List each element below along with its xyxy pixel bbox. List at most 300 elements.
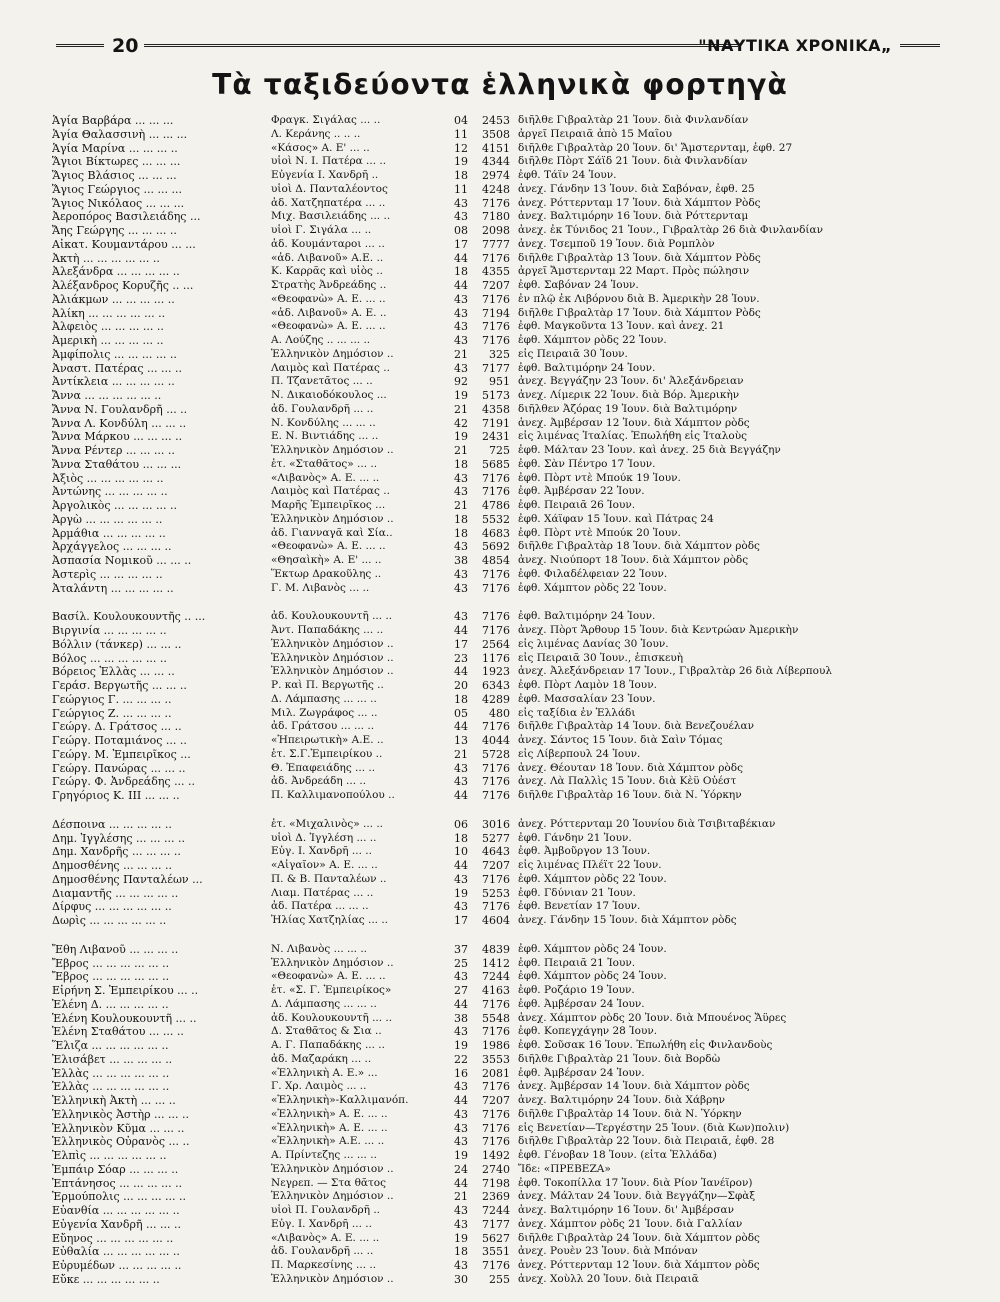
ship-name: Ἅγιος Νικόλαος ... ... ... [52, 196, 185, 210]
ship-tonnage: 7176 [482, 292, 510, 306]
ship-built-year: 18 [454, 692, 468, 706]
ship-built-year: 43 [454, 761, 468, 775]
ship-row [52, 693, 952, 707]
ship-name: Ἀσπασία Νομικοῦ ... ... .. [52, 554, 192, 567]
ship-built-year: 44 [454, 1176, 468, 1190]
ship-owner: υἱοὶ Δ. Πανταλέοντος [271, 182, 388, 195]
ship-status: διῆλθε Γιβραλτὰρ 24 Ἰουν. διὰ Χάμπτον ρὸδς [518, 1231, 760, 1244]
ship-name: Γεώργ. Ποταμιάνος ... .. [52, 734, 187, 747]
ship-status: διῆλθε Γιβραλτὰρ 17 Ἰουν. διὰ Χάμπτον Ρὸδς [518, 306, 761, 319]
ship-tonnage: 7207 [482, 279, 510, 292]
ship-built-year: 20 [454, 679, 468, 692]
ship-owner: Ε. Ν. Βιντιάδης ... .. [271, 430, 379, 443]
ship-built-year: 17 [454, 637, 468, 651]
ship-owner: Ν. Δικαιοδόκουλος ... [271, 389, 387, 401]
ship-tonnage: 4044 [482, 734, 510, 747]
ship-built-year: 43 [454, 567, 468, 581]
ship-name: Ἀντώνης ... ... ... ... .. [52, 485, 168, 499]
ship-row [52, 900, 952, 914]
ship-tonnage: 5548 [482, 1011, 510, 1025]
ship-name: Βόλος ... ... ... ... ... .. [52, 651, 167, 665]
ship-status: ἐφθ. Χάμπτον ρὸδς 22 Ἰουν. [518, 872, 667, 885]
ship-tonnage: 7207 [482, 1094, 510, 1107]
ship-owner: ἀδ. Κουλουκουντῆ ... .. [271, 1011, 393, 1024]
ship-tonnage: 4358 [482, 402, 510, 416]
ship-tonnage: 7176 [482, 789, 510, 802]
ship-status: ἐφθ. Χάμπτον ρὸδς 24 Ἰουν. [518, 942, 667, 955]
ship-row [52, 748, 952, 762]
ship-tonnage: 7180 [482, 210, 510, 224]
ship-name: Εὐγενία Χανδρῆ ... ... .. [52, 1217, 182, 1231]
ship-row [52, 665, 952, 679]
ship-row [52, 1190, 952, 1204]
ship-built-year: 19 [454, 430, 468, 444]
ship-owner: Νεγρεπ. — Στα θᾶτος [271, 1176, 387, 1189]
ship-built-year: 11 [454, 127, 468, 141]
ship-name: Ἀλφειὸς ... ... ... ... .. [52, 320, 164, 334]
ship-owner: «Ἑλληνικὴ» Α. Ε. ... .. [271, 1107, 388, 1120]
ship-owner: «Ἑλληνικὴ» Α.Ε. ... .. [271, 1135, 385, 1148]
ship-tonnage: 7176 [482, 320, 510, 334]
ship-owner: Εὐγ. Ι. Χανδρῆ ... .. [271, 845, 372, 858]
ship-name: Ἐλισάβετ ... ... ... ... .. [52, 1052, 173, 1066]
ship-owner: Π. & Β. Πανταλέων .. [271, 872, 387, 885]
ship-tonnage: 4683 [482, 526, 510, 540]
ship-name: Ἕλιζα ... ... ... ... ... .. [52, 1039, 169, 1052]
ship-built-year: 25 [454, 956, 468, 970]
ship-status: εἰς λιμένας Δανίας 30 Ἰουν. [518, 637, 669, 650]
ship-owner: Δ. Λάμπασης ... ... .. [271, 692, 377, 705]
ship-owner: ἀδ. Κουλουκουντῆ ... .. [271, 610, 393, 623]
ship-owner: «Αἰγαῖον» Α. Ε. ... .. [271, 859, 378, 871]
ship-tonnage: 2431 [482, 430, 510, 444]
ship-status: ἀνεχ. Μάλταν 24 Ἰουν. διὰ Βεγγάζην—Σφὰξ [518, 1190, 756, 1203]
ship-owner: υἱοὶ Γ. Σιγάλα ... .. [271, 224, 372, 236]
ship-built-year: 43 [454, 581, 468, 595]
ship-status: ἀργεῖ Ἄμστερνταμ 22 Μαρτ. Πρὸς πώλησιν [518, 265, 750, 278]
ship-owner: Ἑλληνικὸν Δημόσιον .. [271, 444, 394, 456]
ship-tonnage: 3016 [482, 817, 510, 831]
ship-row [52, 1122, 952, 1136]
ship-name: Γεώργ. Δ. Γράτσος ... .. [52, 720, 182, 734]
ship-name: Γεράσ. Βεργωτῆς ... ... .. [52, 679, 187, 692]
ship-built-year: 43 [454, 210, 468, 224]
ship-built-year: 44 [454, 665, 468, 679]
ship-owner: Εὐγ. Ι. Χανδρῆ ... .. [271, 1217, 372, 1230]
ship-built-year: 16 [454, 1066, 468, 1080]
ship-name: Ἀταλάντη ... ... ... ... .. [52, 581, 174, 595]
ship-name: Ἀργὼ ... ... ... ... ... .. [52, 512, 163, 526]
ship-status: ἐφθ. Σαβόναν 24 Ἰουν. [518, 279, 639, 291]
ship-tonnage: 1492 [482, 1149, 510, 1162]
ship-status: εἰς Βενετίαν—Τεργέστην 25 Ἰουν. (διὰ Κων)πολιν) [518, 1121, 790, 1134]
ship-name: Ἑλένη Σταθάτου ... ... .. [52, 1025, 184, 1039]
ship-status: εἰς Πειραιᾶ 30 Ἰουν., ἐπισκευὴ [518, 651, 684, 664]
ship-status: ἐφθ. Πὸρτ ντὲ Μπούκ 19 Ἰουν. [518, 471, 681, 484]
ship-built-year: 44 [454, 279, 468, 292]
ship-built-year: 44 [454, 859, 468, 872]
ship-status: ἀνεχ. Σάντος 15 Ἰουν. διὰ Σαὶν Τόμας [518, 734, 723, 746]
ship-built-year: 43 [454, 292, 468, 306]
ship-tonnage: 7176 [482, 471, 510, 485]
ship-built-year: 23 [454, 651, 468, 665]
ship-tonnage: 7176 [482, 997, 510, 1011]
ship-row [52, 1012, 952, 1026]
ship-row [52, 775, 952, 789]
ship-name: Ἅγιος Γεώργιος ... ... ... [52, 182, 182, 196]
ship-status: ἀνεχ. Βεγγάζην 23 Ἰουν. δι' Ἀλεξάνδρειαν [518, 375, 744, 388]
ship-status: ἐφθ. Ροζάριο 19 Ἰουν. [518, 984, 635, 996]
ship-owner: Θ. Ἐπαφειάδης ... .. [271, 761, 376, 774]
ship-tonnage: 7176 [482, 1107, 510, 1121]
ship-row [52, 197, 952, 211]
ship-row [52, 128, 952, 142]
ship-tonnage: 2564 [482, 637, 510, 651]
ship-group [52, 818, 952, 928]
ship-built-year: 19 [454, 1231, 468, 1245]
ship-tonnage: 5692 [482, 540, 510, 554]
ship-owner: υἱοὶ Ν. Ι. Πατέρα ... .. [271, 155, 387, 168]
ship-name: Ἑλληνικὸς Ἀστὴρ ... ... .. [52, 1107, 190, 1121]
ship-tonnage: 4289 [482, 692, 510, 706]
ship-status: ἐφθ. Χάϊφαν 15 Ἰουν. καὶ Πάτρας 24 [518, 512, 714, 525]
ship-owner: Εὐγενία Ι. Χανδρῆ .. [271, 169, 379, 181]
ship-tonnage: 1986 [482, 1039, 510, 1052]
ship-row [52, 362, 952, 376]
ship-built-year: 19 [454, 389, 468, 402]
ship-built-year: 44 [454, 624, 468, 637]
ship-owner: ἀδ. Μαζαράκη ... .. [271, 1052, 372, 1065]
ship-row [52, 582, 952, 596]
ship-status: ἐφθ. Πὸρτ ντὲ Μπούκ 20 Ἰουν. [518, 526, 681, 539]
ship-owner: Ἕκτωρ Δρακοῦλης .. [271, 567, 382, 580]
ship-built-year: 18 [454, 1245, 468, 1259]
ship-tonnage: 7176 [482, 1121, 510, 1135]
ship-owner: «Θεοφανὼ» Α. Ε. ... .. [271, 970, 386, 983]
ship-tonnage: 2081 [482, 1066, 510, 1080]
ship-status: ἐφθ. Γένοβαν 18 Ἰουν. (εἶτα Ἑλλάδα) [518, 1149, 717, 1161]
ship-built-year: 18 [454, 526, 468, 540]
ship-row [52, 320, 952, 334]
ship-row [52, 210, 952, 224]
ship-status: ἀνεχ. Ἀμβέρσαν 12 Ἰουν. διὰ Χάμπτον ρὸδς [518, 416, 750, 429]
ship-tonnage: 7207 [482, 859, 510, 872]
ship-built-year: 05 [454, 706, 468, 720]
ship-built-year: 43 [454, 540, 468, 554]
ship-row [52, 1232, 952, 1246]
ship-built-year: 13 [454, 734, 468, 747]
ship-status: ἀνεχ. Νιούπορτ 18 Ἰουν. διὰ Χάμπτον ρὸδς [518, 554, 749, 566]
ship-row [52, 624, 952, 638]
ship-row [52, 224, 952, 238]
ship-owner: Δ. Σταθᾶτος & Σια .. [271, 1025, 382, 1038]
ship-status: ἐφθ. Σὰν Πέντρο 17 Ἰουν. [518, 457, 656, 470]
ship-status: διῆλθε Γιβραλτὰρ 21 Ἰουν. διὰ Φινλανδίαν [518, 114, 749, 126]
ship-built-year: 21 [454, 444, 468, 457]
ship-built-year: 43 [454, 1080, 468, 1094]
ship-built-year: 44 [454, 1094, 468, 1107]
ship-group [52, 114, 952, 595]
ship-name: Ἑλένη Κουλουκουντῆ ... .. [52, 1011, 197, 1025]
ship-built-year: 30 [454, 1272, 468, 1286]
ship-owner: Ἑλληνικὸν Δημόσιον .. [271, 1272, 394, 1285]
ship-name: Δίρφυς ... ... ... ... ... .. [52, 900, 172, 914]
ship-tonnage: 7176 [482, 624, 510, 637]
ship-status: ἀνεχ. Ρουὲν 23 Ἰουν. διὰ Μπόναν [518, 1245, 698, 1258]
ship-status: ἐφθ. Ἀμβέρσαν 22 Ἰουν. [518, 485, 645, 498]
ship-owner: Ἑλληνικὸν Δημόσιον .. [271, 956, 394, 969]
ship-status: ἐφθ. Τάϊν 24 Ἰουν. [518, 169, 617, 181]
ship-status: διῆλθε Γιβραλτὰρ 18 Ἰουν. διὰ Χάμπτον ρὸδς [518, 540, 760, 553]
ship-built-year: 18 [454, 512, 468, 526]
ship-owner: Ἑλληνικὸν Δημόσιον .. [271, 347, 394, 360]
ship-owner: «Θεοφανὼ» Α. Ε. ... .. [271, 292, 386, 305]
ship-name: Γεώργ. Φ. Ἀνδρεάδης ... .. [52, 775, 196, 789]
ship-status: διῆλθε Γιβραλτὰρ 13 Ἰουν. διὰ Χάμπτον Ρὸδς [518, 251, 761, 264]
ship-tonnage: 1923 [482, 665, 510, 679]
ship-built-year: 43 [454, 1107, 468, 1121]
ship-status: ἀνεχ. Βαλτιμόρην 16 Ἰουν. δι' Ἀμβέρσαν [518, 1204, 734, 1216]
ship-name: Δημοσθένης Πανταλέων ... [52, 872, 203, 886]
ship-status: ἐφθ. Χάμπτον ρὸδς 22 Ἰουν. [518, 581, 667, 594]
ship-tonnage: 5685 [482, 457, 510, 471]
ship-status: ἀνεχ. Γάνδην 15 Ἰουν. διὰ Χάμπτον ρὸδς [518, 914, 737, 926]
ship-row [52, 1177, 952, 1191]
ship-tonnage: 5627 [482, 1231, 510, 1245]
ship-status: ἀνεχ. Γάνδην 13 Ἰουν. διὰ Σαβόναν, ἐφθ. 25 [518, 182, 755, 195]
ship-tonnage: 2453 [482, 114, 510, 127]
publication-name: "ΝΑΥΤΙΚΑ ΧΡΟΝΙΚΑ„ [698, 36, 892, 55]
ship-row [52, 252, 952, 266]
ship-row [52, 142, 952, 156]
ship-built-year: 18 [454, 831, 468, 845]
ship-owner: «Ἑλληνικὴ Α. Ε.» ... [271, 1066, 378, 1079]
ship-owner: ἀδ. Κουμάνταροι ... .. [271, 237, 385, 250]
ship-status: διῆλθε Γιβραλτὰρ 16 Ἰουν. διὰ Ν. Ὑόρκην [518, 789, 742, 801]
ship-built-year: 19 [454, 886, 468, 900]
ship-status: ἀνεχ. Χάμπτον ρὸδς 20 Ἰουν. διὰ Μπουένος Ἄϋρες [518, 1011, 787, 1024]
ship-tonnage: 2974 [482, 169, 510, 182]
ship-tonnage: 5173 [482, 389, 510, 402]
ship-status: ἐφθ. Βαλτιμόρην 24 Ἰουν. [518, 610, 656, 623]
ship-row [52, 845, 952, 859]
ship-row [52, 638, 952, 652]
ship-row [52, 1245, 952, 1259]
ship-name: Ἄης Γεώργης ... ... ... .. [52, 224, 177, 237]
ship-name: Εὐρυμέδων ... ... ... ... .. [52, 1259, 182, 1272]
ship-owner: «Ἠπειρωτικὴ» Α.Ε. .. [271, 734, 384, 746]
ship-tonnage: 4839 [482, 942, 510, 956]
ship-tonnage: 725 [489, 444, 510, 457]
ship-owner: «ἀδ. Λιβανοῦ» Α. Ε. .. [271, 306, 387, 319]
header-rule-left [56, 44, 104, 47]
ship-row [52, 169, 952, 183]
ship-name: Ἀρμάθια ... ... ... ... .. [52, 526, 166, 540]
ship-name: Ἀρχάγγελος ... ... ... .. [52, 540, 172, 554]
ship-tonnage: 4163 [482, 984, 510, 997]
ship-name: Ἀλεξάνδρα ... ... ... ... .. [52, 265, 180, 279]
ship-status: διῆλθε Γιβραλτὰρ 14 Ἰουν. διὰ Ν. Ὑόρκην [518, 1107, 742, 1120]
ship-tonnage: 7176 [482, 485, 510, 499]
ship-name: Γεώργ. Πανώρας ... ... .. [52, 761, 186, 775]
ship-row [52, 943, 952, 957]
ship-owner: Λ. Κεράνης .. .. .. [271, 127, 361, 140]
ship-status: ἐφθ. Βαλτιμόρην 24 Ἰουν. [518, 361, 656, 374]
ship-owner: ἑτ. «Σ. Γ. Ἐμπειρίκος» [271, 984, 392, 996]
ship-built-year: 43 [454, 320, 468, 334]
ship-name: Ἀστερὶς ... ... ... ... .. [52, 567, 163, 581]
ship-row [52, 403, 952, 417]
ship-status: ἐν πλῷ ἐκ Λιβόρνου διὰ Β. Ἀμερικὴν 28 Ἰουν. [518, 292, 760, 305]
ship-owner: ἑτ. Σ.Γ.Ἐμπειρίκου .. [271, 747, 383, 760]
ship-owner: Ρ. καὶ Π. Βεργωτῆς .. [271, 679, 384, 691]
ship-tonnage: 7198 [482, 1176, 510, 1190]
ship-owner: «Ἑλληνικὴ» Α. Ε. ... .. [271, 1121, 388, 1134]
ship-status: ἀνεχ. Ρόττερνταμ 12 Ἰουν. διὰ Χάμπτον ρὸδς [518, 1259, 760, 1271]
ship-name: Διαμαντῆς ... ... ... ... .. [52, 886, 179, 900]
ship-built-year: 43 [454, 1204, 468, 1217]
ship-owner: Ἑλληνικὸν Δημόσιον .. [271, 1190, 394, 1203]
ship-status: εἰς Πειραιᾶ 30 Ἰουν. [518, 347, 628, 360]
ship-name: Ἁγία Βαρβάρα ... ... ... [52, 114, 174, 127]
ship-status: διῆλθε Πὸρτ Σάϊδ 21 Ἰουν. διὰ Φινλανδίαν [518, 155, 748, 168]
ship-name: Βασίλ. Κουλουκουντῆς .. ... [52, 610, 206, 624]
ship-row [52, 499, 952, 513]
ship-name: Γεώργιος Γ. ... ... ... .. [52, 692, 172, 706]
ship-owner: Μιχ. Βασιλειάδης ... .. [271, 210, 391, 223]
ship-tonnage: 5277 [482, 831, 510, 845]
ship-name: Ἀεροπόρος Βασιλειάδης ... [52, 210, 201, 224]
ship-name: Ἑλένη Δ. ... ... ... ... .. [52, 997, 169, 1011]
ship-tonnage: 7176 [482, 567, 510, 581]
ship-built-year: 38 [454, 554, 468, 567]
ship-tonnage: 7176 [482, 581, 510, 595]
ship-row [52, 293, 952, 307]
ship-name: Ἐρμούπολις ... ... ... ... .. [52, 1190, 187, 1204]
ship-built-year: 43 [454, 775, 468, 789]
ship-status: ἀνεχ. Χοὺλλ 20 Ἰουν. διὰ Πειραιᾶ [518, 1272, 699, 1285]
ship-name: Γρηγόριος Κ. ΙΙΙ ... ... .. [52, 789, 180, 802]
ship-built-year: 43 [454, 471, 468, 485]
ship-status: εἰς Λίβερπουλ 24 Ἰουν. [518, 747, 641, 760]
ship-owner: «Θεοφανὼ» Α. Ε. ... .. [271, 320, 386, 333]
ship-tonnage: 4248 [482, 182, 510, 196]
ship-name: Ἑλλὰς ... ... ... ... ... .. [52, 1080, 170, 1094]
ship-tonnage: 7176 [482, 1135, 510, 1149]
ship-tonnage: 4344 [482, 155, 510, 169]
ship-built-year: 43 [454, 1121, 468, 1135]
ship-owner: Α. Γ. Παπαδάκης ... .. [271, 1039, 385, 1051]
ship-name: Ἀλέξανδρος Κορυζῆς .. ... [52, 279, 194, 292]
ship-owner: Μιλ. Ζωγράφος ... .. [271, 706, 378, 719]
ship-status: ἀνεχ. Ρόττερνταμ 20 Ἰουνίου διὰ Τσιβιταβέκιαν [518, 817, 776, 830]
ship-built-year: 19 [454, 1149, 468, 1162]
ship-owner: Π. Καλλιμανοπούλου .. [271, 789, 395, 801]
ship-row [52, 1025, 952, 1039]
ship-owner: Γ. Χρ. Λαιμὸς ... .. [271, 1080, 367, 1093]
header-rule-middle [144, 44, 738, 47]
ship-owner: Στρατὴς Ἀνδρεάδης .. [271, 279, 387, 291]
ship-owner: ἑτ. «Σταθᾶτος» ... .. [271, 457, 378, 470]
ship-name: Ἀργολικὸς ... ... ... ... .. [52, 499, 177, 512]
ship-built-year: 17 [454, 914, 468, 927]
ship-tonnage: 2740 [482, 1162, 510, 1176]
ship-status: διῆλθε Γιβραλτὰρ 21 Ἰουν. διὰ Βορδὼ [518, 1052, 721, 1065]
ship-name: Δέσποινα ... ... ... ... .. [52, 817, 172, 831]
ship-status: ἐφθ. Ἀμβέρσαν 24 Ἰουν. [518, 1066, 645, 1079]
ship-built-year: 08 [454, 224, 468, 237]
ship-built-year: 38 [454, 1011, 468, 1025]
ship-built-year: 27 [454, 984, 468, 997]
ship-built-year: 19 [454, 1039, 468, 1052]
ship-name: Γεώργιος Ζ. ... ... ... .. [52, 706, 172, 720]
ship-name: Εὔκε ... ... ... ... ... .. [52, 1272, 160, 1286]
ship-built-year: 44 [454, 720, 468, 734]
ship-tonnage: 1412 [482, 956, 510, 970]
ship-status: διῆλθε Γιβραλτὰρ 20 Ἰουν. δι' Ἄμστερνταμ, ἐφθ. 27 [518, 141, 793, 154]
ship-owner: «Θεοφανὼ» Α. Ε. ... .. [271, 540, 386, 553]
ship-tonnage: 7176 [482, 610, 510, 624]
ship-row [52, 1039, 952, 1053]
ship-name: Βόλλιν (τάνκερ) ... ... .. [52, 637, 182, 651]
ship-status: ἐφθ. Γδύνιαν 21 Ἰουν. [518, 886, 636, 899]
ship-owner: ἀδ. Γουλανδρῆ ... .. [271, 402, 374, 415]
ship-status: ἀνεχ. Ἀλεξάνδρειαν 17 Ἰουν., Γιβραλτὰρ 26 διὰ Λίβερπουλ [518, 665, 833, 678]
ship-name: Δημ. Ἰγγλέσης ... ... ... .. [52, 831, 185, 845]
ship-row [52, 1135, 952, 1149]
ship-row [52, 265, 952, 279]
ship-built-year: 18 [454, 169, 468, 182]
ship-owner: Ἑλληνικὸν Δημόσιον .. [271, 512, 394, 525]
ship-status: διῆλθε Γιβραλτὰρ 22 Ἰουν. διὰ Πειραιᾶ, ἐφθ. 28 [518, 1135, 775, 1148]
ship-tonnage: 7176 [482, 1259, 510, 1272]
ship-tonnage: 3553 [482, 1052, 510, 1066]
ship-built-year: 17 [454, 237, 468, 251]
ship-row [52, 859, 952, 873]
ship-row [52, 1204, 952, 1218]
ship-built-year: 44 [454, 251, 468, 265]
ship-row [52, 1080, 952, 1094]
ship-status: ἀργεῖ Πειραιᾶ ἀπὸ 15 Μαΐου [518, 127, 672, 140]
ship-row [52, 540, 952, 554]
ship-built-year: 21 [454, 1190, 468, 1204]
ship-name: Ἄννα ... ... ... ... ... .. [52, 389, 162, 402]
ship-row [52, 444, 952, 458]
ship-tonnage: 1176 [482, 651, 510, 665]
ship-status: ἐφθ. Βενετίαν 17 Ἰουν. [518, 900, 641, 913]
ship-row [52, 279, 952, 293]
ship-built-year: 44 [454, 789, 468, 802]
ship-built-year: 18 [454, 457, 468, 471]
ship-status: ἀνεχ. Τσεμποῦ 19 Ἰουν. διὰ Ρομπλὸν [518, 237, 715, 250]
ship-status: εἰς λιμένας Πλέϊτ 22 Ἰουν. [518, 859, 662, 871]
ship-built-year: 44 [454, 997, 468, 1011]
ship-row [52, 984, 952, 998]
ship-name: Ἄννα Ν. Γουλανδρῆ ... .. [52, 402, 188, 416]
ship-owner: Ἑλληνικὸν Δημόσιον .. [271, 651, 394, 664]
ship-name: Ἀμφίπολις ... ... ... ... .. [52, 347, 177, 361]
ship-name: Ἔθη Λιβανοῦ ... ... ... .. [52, 942, 179, 956]
ship-row [52, 375, 952, 389]
ship-status: διῆλθε Γιβραλτὰρ 14 Ἰουν. διὰ Βενεζουέλαν [518, 720, 755, 733]
ship-built-year: 21 [454, 747, 468, 761]
ship-tonnage: 3508 [482, 127, 510, 141]
header-rule-right [900, 44, 940, 47]
ship-owner: Ν. Κονδύλης ... ... .. [271, 416, 376, 429]
ship-name: Γεώργ. Μ. Ἐμπειρῖκος ... [52, 747, 191, 761]
ship-built-year: 19 [454, 155, 468, 169]
ship-row [52, 513, 952, 527]
